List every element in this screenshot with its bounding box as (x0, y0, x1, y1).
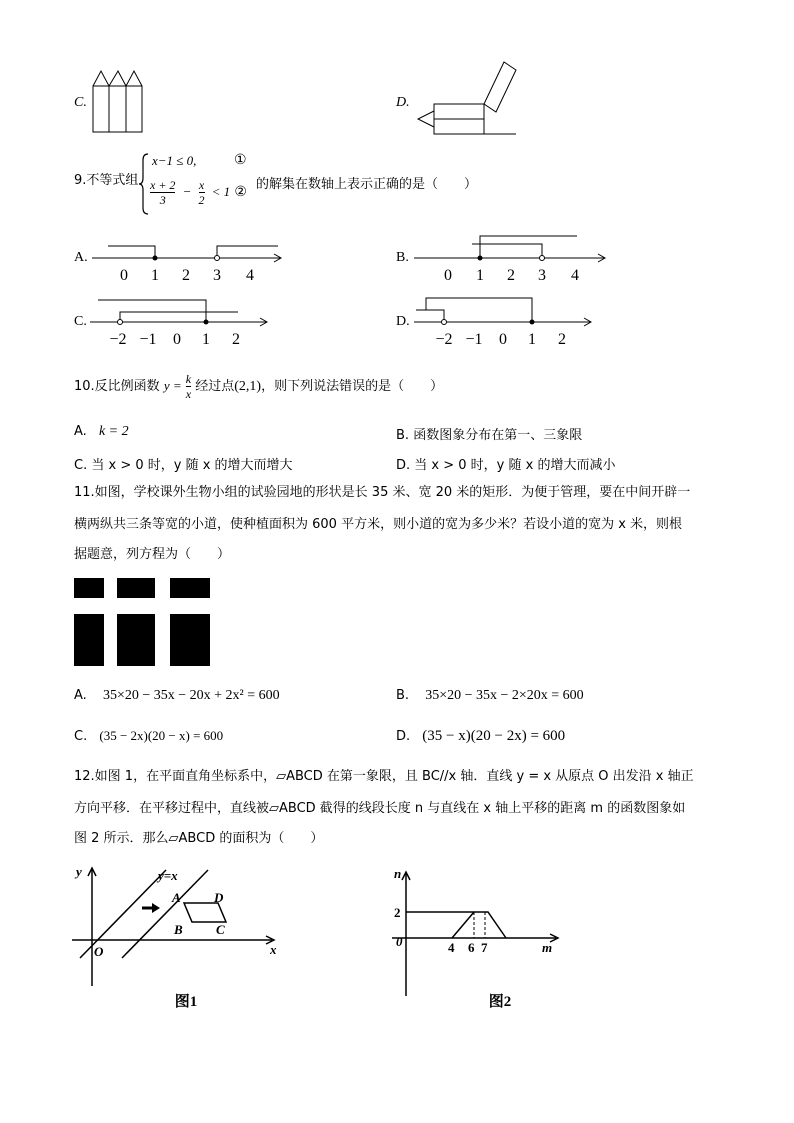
fig1-point-b: B (174, 922, 183, 937)
fig2-tick-6: 6 (468, 940, 475, 955)
q9-prefix: 9.不等式组 (74, 173, 139, 188)
q10-d-label: D. (396, 458, 411, 473)
q10-option-a (74, 424, 129, 440)
q11-d-text: (35 − x)(20 − 2x) = 600 (422, 728, 566, 744)
q11-option-b (396, 688, 584, 704)
q9d-tick: 0 (499, 331, 507, 346)
q10-b-label: B. (396, 428, 410, 443)
q10-c-text: 当 x > 0 时，y 随 x 的增大而增大 (91, 458, 293, 473)
q12-line3: 图 2 所示．那么▱ABCD 的面积为（ ） (74, 831, 324, 846)
q11-line2: 横两纵共三条等宽的小道，使种植面积为 600 平方米，则小道的宽为多少米？若设小道的宽为 x 米，则根 (74, 517, 683, 532)
fig2-value-2: 2 (394, 905, 401, 920)
plot-block (117, 578, 155, 598)
q10-option-d (396, 454, 615, 473)
q11-a-label: A. (74, 688, 87, 703)
q11-a-text: 35×20 − 35x − 20x + 2x² = 600 (102, 688, 280, 703)
fig2-tick-4: 4 (448, 940, 455, 955)
q9-option-d-label: D. (396, 314, 410, 329)
q9b-tick: 0 (444, 267, 452, 282)
fig1-y-label: y (76, 864, 82, 879)
q10-point: (2,1) (234, 379, 262, 394)
q9d-tick: −1 (465, 331, 483, 346)
q11-line3: 据题意，列方程为（ ） (74, 547, 231, 562)
plot-block (74, 578, 104, 598)
q9-option-a-label: A. (74, 250, 88, 265)
plot-block (117, 614, 155, 666)
q9a-tick: 2 (182, 267, 190, 282)
q9d-tick: 1 (528, 331, 536, 346)
q9c-tick: 2 (232, 331, 240, 346)
q10-x: x (185, 387, 192, 401)
q12-figure1 (66, 858, 286, 1018)
fig1-point-c: C (216, 922, 225, 937)
q10-b-text: 函数图象分布在第一、三象限 (413, 428, 583, 443)
q8-option-d-label: D. (396, 95, 410, 110)
fig2-n-label: n (394, 866, 402, 881)
q9-option-b-label: B. (396, 250, 409, 265)
fig1-origin-label: O (94, 944, 104, 959)
fig1-x-label: x (270, 942, 277, 957)
q11-option-c (74, 728, 223, 744)
plot-block (170, 614, 210, 666)
q11-b-text: 35×20 − 35x − 2×20x = 600 (425, 688, 584, 703)
q9a-tick: 1 (151, 267, 159, 282)
q9-option-a-numberline (90, 236, 290, 282)
q12-figure2 (384, 864, 564, 1014)
q12-line2: 方向平移．在平移过程中，直线被▱ABCD 截得的线段长度 n 与直线在 x 轴上平移的距离 m 的函数图象如 (74, 801, 686, 816)
fig1-point-a: A (172, 890, 181, 905)
q9-frac2-num: x (198, 178, 205, 192)
q9a-tick: 0 (120, 267, 128, 282)
q10-k: k (185, 372, 192, 386)
q9b-tick: 2 (507, 267, 515, 282)
q11-b-label: B. (396, 688, 410, 703)
fig2-tick-7: 7 (481, 940, 488, 955)
q9-option-d-numberline (412, 292, 602, 346)
q9-frac1 (150, 178, 175, 207)
q9-ineq2 (150, 178, 247, 207)
q9-option-b-numberline (412, 230, 612, 282)
q9-circle1: ① (234, 152, 247, 168)
q9b-tick: 4 (571, 267, 579, 282)
q8-option-d-figure (412, 58, 522, 140)
fig2-caption: 图2 (488, 994, 512, 1010)
q9-frac2-den: 2 (198, 193, 205, 207)
q8-option-c-label: C. (74, 95, 87, 110)
q10-frac (186, 372, 191, 401)
q9-option-c-label: C. (74, 314, 87, 329)
q10-a-label: A. (74, 424, 87, 439)
fig1-line-label: y=x (158, 868, 178, 883)
q9-circle2: ② (234, 184, 247, 200)
fig1-caption: 图1 (174, 994, 198, 1010)
q9c-tick: 0 (173, 331, 181, 346)
q10-option-c (74, 454, 293, 473)
q9-ineq1: x−1 ≤ 0, (152, 153, 197, 168)
q9d-tick: 2 (558, 331, 566, 346)
q11-c-text: (35 − 2x)(20 − x) = 600 (99, 728, 224, 743)
q9a-tick: 4 (246, 267, 254, 282)
q10-middle: 经过点 (195, 379, 235, 394)
q9c-tick: −1 (139, 331, 157, 346)
q9c-tick: −2 (109, 331, 127, 346)
q9-frac1-num: x + 2 (150, 178, 176, 192)
fig2-m-label: m (542, 940, 553, 955)
q10-suffix: ，则下列说法错误的是（ ） (261, 379, 444, 394)
plot-block (170, 578, 210, 598)
q9b-tick: 3 (538, 267, 546, 282)
q9d-tick: −2 (435, 331, 453, 346)
q11-c-label: C. (74, 729, 88, 744)
q10-a-text: k = 2 (98, 424, 129, 439)
q9-frac1-den: 3 (150, 192, 175, 207)
plot-block (74, 614, 104, 666)
q9c-tick: 1 (202, 331, 210, 346)
q11-option-d (396, 728, 565, 745)
q12-line1: 12.如图 1，在平面直角坐标系中，▱ABCD 在第一象限，且 BC//x 轴．直线 y = x 从原点 O 出发沿 x 轴正 (74, 769, 694, 784)
q9-lt1: < 1 (211, 184, 231, 199)
q10-option-b (396, 424, 582, 443)
q9-brace (138, 152, 150, 216)
q9a-tick: 3 (213, 267, 221, 282)
q9-minus: − (182, 184, 192, 199)
q10-prefix: 10.反比例函数 (74, 379, 160, 394)
q10-d-text: 当 x > 0 时，y 随 x 的增大而减小 (414, 458, 616, 473)
q11-option-a (74, 688, 280, 704)
q10-y-eq: y = (163, 378, 182, 393)
q10-c-label: C. (74, 458, 88, 473)
q9-option-c-numberline (88, 294, 278, 346)
q11-line1: 11.如图，学校课外生物小组的试验园地的形状是长 35 米、宽 20 米的矩形．为便于管理，要在中间开辟一 (74, 485, 691, 500)
fig2-origin-label: 0 (396, 934, 403, 949)
q9-frac2 (199, 178, 205, 207)
q10-stem (74, 372, 443, 401)
q8-option-c-figure (88, 68, 148, 136)
q11-d-label: D. (396, 729, 411, 744)
q9-suffix: 的解集在数轴上表示正确的是（ ） (256, 177, 478, 192)
fig1-point-d: D (214, 890, 224, 905)
q9b-tick: 1 (476, 267, 484, 282)
